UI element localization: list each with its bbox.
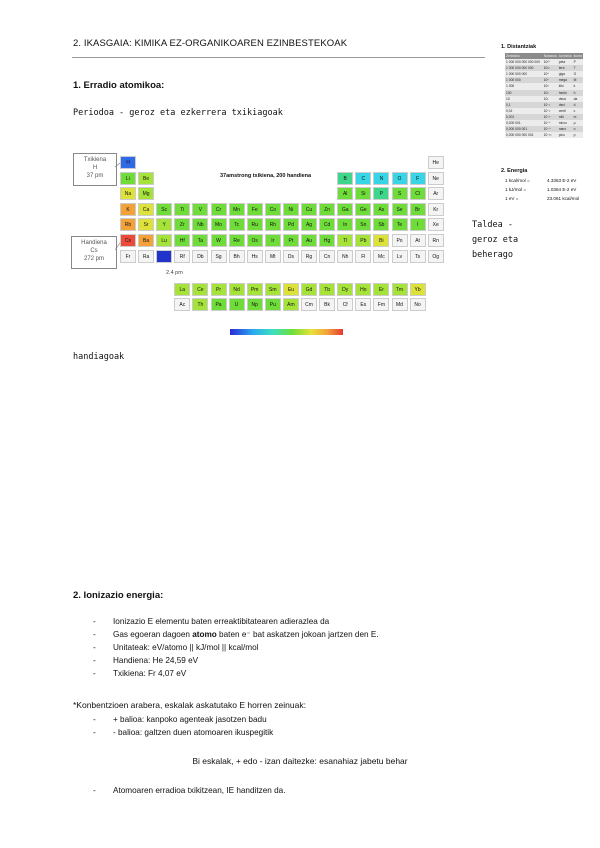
element-cell: Pu — [265, 298, 281, 311]
element-cell: Yb — [410, 283, 426, 296]
table-cell: T — [573, 65, 583, 71]
element-cell: Pb — [355, 234, 371, 247]
element-cell: Mt — [265, 250, 281, 263]
element-cell: Zr — [174, 218, 190, 231]
element-cell: Po — [392, 234, 408, 247]
table-cell: k — [573, 83, 583, 89]
element-cell: Bh — [229, 250, 245, 263]
element-cell: Pm — [247, 283, 263, 296]
element-cell: Nd — [229, 283, 245, 296]
table-cell: 10⁻¹ — [543, 102, 558, 108]
element-cell: Ds — [283, 250, 299, 263]
table-cell: M — [573, 77, 583, 83]
element-cell: Md — [392, 298, 408, 311]
table-cell: 10⁻¹² — [543, 132, 558, 138]
table-cell: 100 — [505, 90, 543, 96]
element-cell: Cu — [301, 203, 317, 216]
list-item: - Txikiena: Fr 4,07 eV — [93, 667, 493, 680]
element-cell: W — [211, 234, 227, 247]
list-item: - Handiena: He 24,59 eV — [93, 654, 493, 667]
element-cell: Db — [192, 250, 208, 263]
element-cell: Sr — [138, 218, 154, 231]
element-cell: Cm — [301, 298, 317, 311]
element-cell: Cs — [120, 234, 136, 247]
table-cell: n — [573, 126, 583, 132]
table-cell: hecto — [558, 90, 573, 96]
element-cell: Tb — [319, 283, 335, 296]
element-cell: Pt — [283, 234, 299, 247]
element-cell: O — [392, 172, 408, 185]
element-cell: K — [120, 203, 136, 216]
table-cell: 10⁻³ — [543, 114, 558, 120]
element-cell: Eu — [283, 283, 299, 296]
element-cell: Zn — [319, 203, 335, 216]
table-cell: 0,000 000 000 001 — [505, 132, 543, 138]
element-cell: Ba — [138, 234, 154, 247]
element-cell: Ta — [192, 234, 208, 247]
element-cell: Mn — [229, 203, 245, 216]
table-cell: 1 000 000 000 — [505, 71, 543, 77]
element-cell: Os — [247, 234, 263, 247]
element-cell: B — [337, 172, 353, 185]
note-bottom: handiagoak — [73, 352, 125, 362]
element-cell: Lu — [156, 234, 172, 247]
list-item: - Ionizazio E elementu baten erreaktibitatearen adierazlea da — [93, 615, 493, 628]
element-cell: Kr — [428, 203, 444, 216]
element-cell: Sg — [211, 250, 227, 263]
element-cell: Br — [410, 203, 426, 216]
element-cell: V — [192, 203, 208, 216]
element-cell: Rf — [174, 250, 190, 263]
element-cell: As — [373, 203, 389, 216]
element-cell: Be — [138, 172, 154, 185]
element-cell: Si — [355, 187, 371, 200]
table-cell: d — [573, 102, 583, 108]
element-cell: Pr — [211, 283, 227, 296]
element-cell: Th — [192, 298, 208, 311]
element-cell: Li — [120, 172, 136, 185]
element-cell: Nh — [337, 250, 353, 263]
element-cell: Tl — [337, 234, 353, 247]
element-cell: Ni — [283, 203, 299, 216]
element-cell: S — [392, 187, 408, 200]
element-cell: Pd — [283, 218, 299, 231]
distances-title: 1. Distantziak — [501, 44, 537, 50]
element-cell: Ra — [138, 250, 154, 263]
page-header-title: 2. IKASGAIA: KIMIKA EZ-ORGANIKOAREN EZINBESTEKOAK — [73, 38, 348, 49]
element-cell: F — [410, 172, 426, 185]
element-cell: At — [410, 234, 426, 247]
element-cell: Fl — [355, 250, 371, 263]
element-cell: Mg — [138, 187, 154, 200]
table-cell: 0,001 — [505, 114, 543, 120]
element-cell: Cn — [319, 250, 335, 263]
element-cell: Mo — [211, 218, 227, 231]
table-cell: 10⁻² — [543, 108, 558, 114]
list-item: - - balioa: galtzen duen atomoaren ikuspegitik — [93, 726, 493, 739]
table-cell: 1 000 000 000 000 000 — [505, 59, 543, 65]
table-cell: 10² — [543, 90, 558, 96]
table-cell: deca — [558, 96, 573, 102]
periodic-table-2-4-label: 2.4 pm — [166, 270, 183, 276]
element-cell: Al — [337, 187, 353, 200]
table-cell: μ — [573, 120, 583, 126]
element-cell: Xe — [428, 218, 444, 231]
element-cell: Fr — [120, 250, 136, 263]
section2-title: 2. Ionizazio energia: — [73, 590, 164, 601]
energy-row: 1 kJ/mol = 1.0364 E-2 eV — [505, 187, 577, 192]
table-cell: peta — [558, 59, 573, 65]
energy-row: 1 eV = 23.061 kcal/mol — [505, 196, 580, 201]
list-item: - Gas egoeran dagoen atomo baten e⁻ bat askatzen jokoan jartzen den E. — [93, 628, 493, 641]
table-cell: 0,01 — [505, 108, 543, 114]
table-cell: giga — [558, 71, 573, 77]
table-cell: 0,1 — [505, 102, 543, 108]
element-cell: Cr — [211, 203, 227, 216]
table-cell: tera — [558, 65, 573, 71]
table-cell: Aurrizkia — [558, 54, 572, 58]
element-cell: Gd — [301, 283, 317, 296]
list-item: - Atomoaren erradioa txikitzean, IE handitzen da. — [93, 784, 493, 797]
element-cell: Ti — [174, 203, 190, 216]
table-row — [505, 132, 583, 138]
element-cell: Y — [156, 218, 172, 231]
table-cell: 0,000 000 001 — [505, 126, 543, 132]
table-cell: m — [573, 114, 583, 120]
energy-row: 1 kcal/mol = 4.3363 E-2 eV — [505, 178, 577, 183]
largest-label: Handiena Cs 272 pm — [71, 236, 117, 269]
final-list — [93, 784, 493, 797]
element-cell: I — [410, 218, 426, 231]
table-cell: 10⁻⁶ — [543, 120, 558, 126]
element-cell: Ce — [192, 283, 208, 296]
distances-table — [505, 53, 583, 138]
element-cell: C — [355, 172, 371, 185]
element-cell: Hg — [319, 234, 335, 247]
element-cell: Sb — [373, 218, 389, 231]
element-cell: In — [337, 218, 353, 231]
table-cell: P — [573, 59, 583, 65]
table-cell: kilo — [558, 83, 573, 89]
element-cell: Hf — [174, 234, 190, 247]
element-cell: Nb — [192, 218, 208, 231]
table-cell: 10¹ — [543, 96, 558, 102]
table-cell: mega — [558, 77, 573, 83]
element-cell: Ag — [301, 218, 317, 231]
element-cell: Ts — [410, 250, 426, 263]
element-cell: Tm — [392, 283, 408, 296]
element-cell: Rh — [265, 218, 281, 231]
element-cell: Ac — [174, 298, 190, 311]
element-cell: Sm — [265, 283, 281, 296]
convention-note: *Konbentzioen arabera, eskalak askatutako E horren zeinuak: — [73, 700, 306, 710]
element-cell: Ir — [265, 234, 281, 247]
element-cell: Rb — [120, 218, 136, 231]
table-cell: 10³ — [543, 83, 558, 89]
table-cell: 10¹⁵ — [543, 59, 558, 65]
element-cell: Cl — [410, 187, 426, 200]
element-cell: Au — [301, 234, 317, 247]
table-cell: p — [573, 132, 583, 138]
note-group: Taldea - geroz eta beherago — [472, 220, 519, 260]
element-cell: Rg — [301, 250, 317, 263]
element-cell: Na — [120, 187, 136, 200]
element-cell: Cd — [319, 218, 335, 231]
element-cell: Og — [428, 250, 444, 263]
element-cell: H — [120, 156, 136, 169]
table-cell: nano — [558, 126, 573, 132]
table-cell: mili — [558, 114, 573, 120]
element-cell: No — [410, 298, 426, 311]
element-cell: Am — [283, 298, 299, 311]
center-note: Bi eskalak, + edo - izan daitezke: esanahiaz jabetu behar — [192, 756, 408, 766]
table-cell: Zenbakia — [505, 53, 543, 59]
element-cell: He — [428, 156, 444, 169]
element-cell: Ar — [428, 187, 444, 200]
element-cell: Er — [373, 283, 389, 296]
element-cell: Ga — [337, 203, 353, 216]
element-cell: Ru — [247, 218, 263, 231]
smallest-label: Txikiena H 37 pm — [73, 153, 117, 186]
table-cell: 0,000 001 — [505, 120, 543, 126]
table-cell: deci — [558, 102, 573, 108]
element-cell: Ne — [428, 172, 444, 185]
table-cell: 1 000 — [505, 83, 543, 89]
list-item: - Unitateak: eV/atomo || kJ/mol || kcal/mol — [93, 641, 493, 654]
energy-title: 2. Energia — [501, 168, 528, 174]
element-cell: Pa — [211, 298, 227, 311]
table-cell: 10⁻⁹ — [543, 126, 558, 132]
element-cell: Ca — [138, 203, 154, 216]
element-cell: N — [373, 172, 389, 185]
element-cell: Ge — [355, 203, 371, 216]
table-cell: Notazioa — [543, 54, 557, 58]
element-cell: Bi — [373, 234, 389, 247]
element-cell: Es — [355, 298, 371, 311]
table-cell: 1 000 000 — [505, 77, 543, 83]
ionization-list — [93, 615, 493, 680]
element-cell: Sn — [355, 218, 371, 231]
element-cell: La — [174, 283, 190, 296]
element-cell: Mc — [373, 250, 389, 263]
element-cell: Rn — [428, 234, 444, 247]
element-cell: U — [229, 298, 245, 311]
table-cell: Ikurra — [573, 54, 582, 58]
table-cell: 10⁶ — [543, 77, 558, 83]
convention-list — [93, 713, 493, 739]
element-cell: Co — [265, 203, 281, 216]
element-cell: Tc — [229, 218, 245, 231]
periodic-table-title: 37amstrong txikiena, 200 handiena — [220, 173, 312, 179]
table-cell: 10 — [505, 96, 543, 102]
table-cell: centi — [558, 108, 573, 114]
element-cell: Np — [247, 298, 263, 311]
table-cell: 1 000 000 000 000 — [505, 65, 543, 71]
table-cell: 10¹² — [543, 65, 558, 71]
table-cell: c — [573, 108, 583, 114]
element-cell: Lv — [392, 250, 408, 263]
element-cell: Fe — [247, 203, 263, 216]
table-cell: da — [573, 96, 583, 102]
color-scale-bar — [230, 329, 343, 335]
note-period: Periodoa - geroz eta ezkerrera txikiagoak — [73, 108, 283, 118]
element-cell: Bk — [319, 298, 335, 311]
table-cell: 10⁹ — [543, 71, 558, 77]
section1-title: 1. Erradio atomikoa: — [73, 80, 165, 91]
element-cell: Se — [392, 203, 408, 216]
element-cell: Cf — [337, 298, 353, 311]
table-cell: micro — [558, 120, 573, 126]
list-item: - + balioa: kanpoko agenteak jasotzen badu — [93, 713, 493, 726]
element-cell: Ho — [355, 283, 371, 296]
element-cell: P — [373, 187, 389, 200]
table-cell: pico — [558, 132, 573, 138]
element-cell: Hs — [247, 250, 263, 263]
element-cell: Sc — [156, 203, 172, 216]
table-cell: h — [573, 90, 583, 96]
element-cell: Te — [392, 218, 408, 231]
element-cell: Dy — [337, 283, 353, 296]
element-cell: Fm — [373, 298, 389, 311]
table-cell: G — [573, 71, 583, 77]
element-cell: Re — [229, 234, 245, 247]
